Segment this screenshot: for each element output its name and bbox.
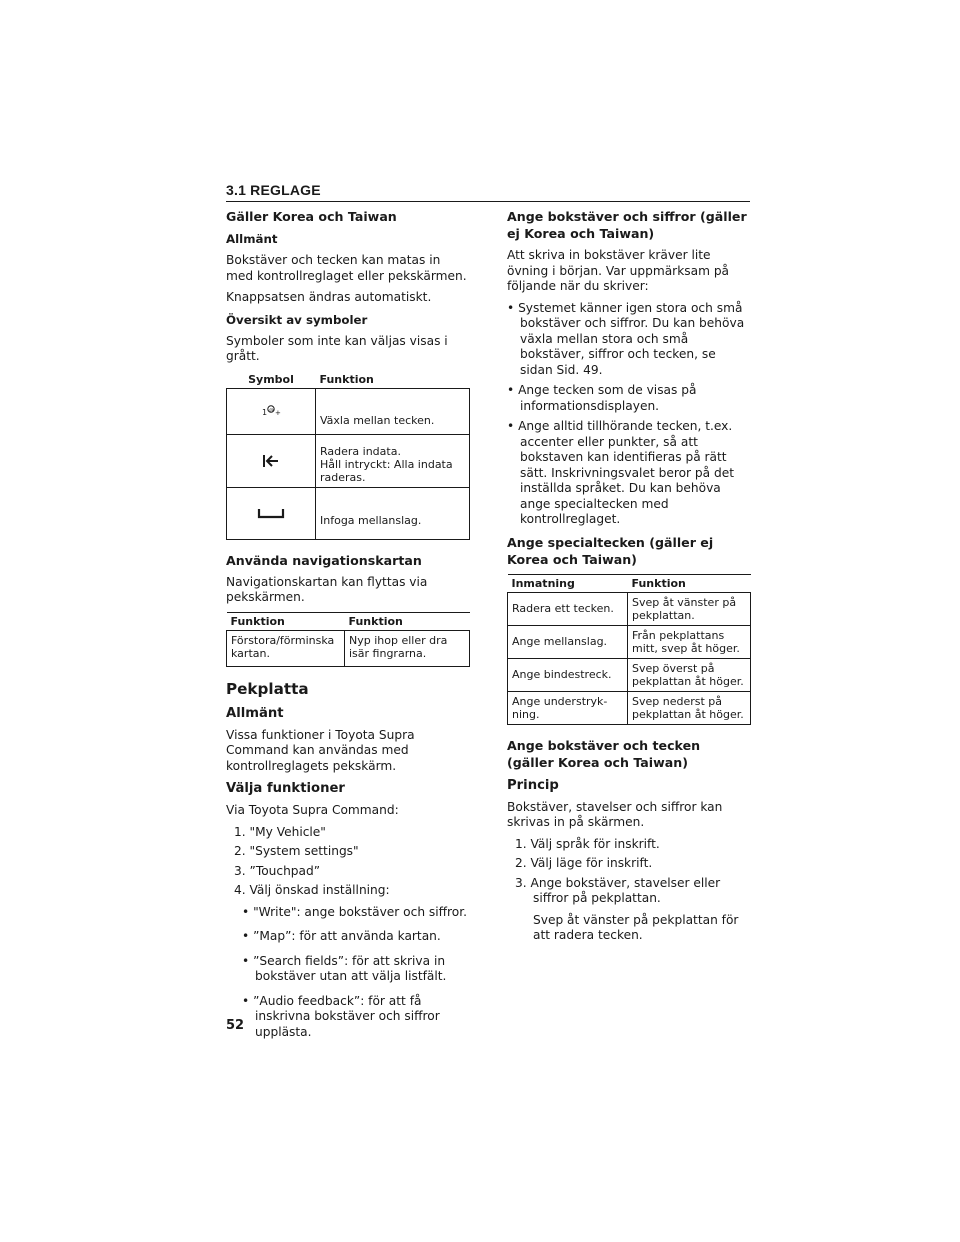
funktion-cell: Växla mellan tecken. — [316, 388, 470, 434]
table-row — [227, 630, 470, 666]
table-cell: Nyp ihop eller dra isär fingrarna. — [345, 630, 470, 666]
setting-options — [226, 905, 470, 1041]
svg-text:1: 1 — [262, 408, 268, 417]
korea-heading: Gäller Korea och Taiwan — [226, 209, 397, 224]
allmant-paragraph-2: Knappsatsen ändras automatiskt. — [226, 290, 432, 304]
princip-steps — [507, 837, 751, 907]
table-cell: Svep överst på pekplattan åt höger. — [628, 658, 751, 691]
table-row — [508, 658, 751, 691]
list-item: • Ange tecken som de visas på informationsdisplayen. — [507, 383, 697, 413]
right-column — [507, 208, 751, 944]
table-cell: Ange mellanslag. — [508, 625, 628, 658]
pek-allmant-heading: Allmänt — [226, 705, 284, 721]
symbol-col-header: Symbol — [227, 371, 316, 389]
funktion-col-header: Funktion — [316, 371, 470, 389]
table-cell: Från pekplattans mitt, svep åt höger. — [628, 625, 751, 658]
oversikt-paragraph: Symboler som inte kan väljas visas i grått. — [226, 333, 448, 363]
ange-bullets — [507, 301, 751, 528]
list-item: 3. ”Touchpad” — [234, 863, 321, 878]
table-row — [227, 388, 470, 434]
table-cell: Ange understryk-ning. — [508, 691, 628, 724]
table-row — [227, 487, 470, 539]
list-item: 2. Välj läge för inskrift. — [515, 856, 653, 870]
valja-steps — [226, 825, 470, 899]
language-switch-icon — [261, 408, 281, 421]
table-row — [508, 625, 751, 658]
allmant-paragraph-1: Bokstäver och tecken kan matas in med kontrollreglaget eller pekskärmen. — [226, 253, 467, 283]
list-item: • Systemet känner igen stora och små bokstäver och siffror. Du kan behöva växla mellan stora och små bokstäver, siffror och tecken, se sidan Sid. 49. — [507, 300, 745, 377]
funktion-col-header: Funktion — [628, 574, 751, 592]
table-cell: Svep nederst på pekplattan åt höger. — [628, 691, 751, 724]
delete-arrow-icon — [261, 459, 281, 472]
funktion-text: Radera indata. Håll intryckt: Alla indata raderas. — [320, 444, 453, 484]
list-item: 4. Välj önskad inställning: — [234, 883, 390, 897]
navmap-table — [226, 612, 470, 667]
valja-paragraph: Via Toyota Supra Command: — [226, 803, 399, 817]
symbol-table — [226, 371, 470, 540]
svg-text:+: + — [275, 409, 281, 417]
korea-heading: Ange bokstäver och tecken (gäller Korea och Taiwan) — [507, 737, 701, 770]
list-item: • ”Search fields”: för att skriva in bokstäver utan att välja listfält. — [242, 953, 447, 983]
funktion-col-header: Funktion — [227, 612, 345, 630]
table-cell: Förstora/förminska kartan. — [227, 630, 345, 666]
list-item: 2. "System settings" — [234, 844, 359, 858]
special-table — [507, 574, 751, 725]
pekplatta-heading: Pekplatta — [226, 679, 309, 698]
valja-heading: Välja funktioner — [226, 781, 345, 796]
table-cell: Radera ett tecken. — [508, 592, 628, 625]
table-row — [508, 691, 751, 724]
navmap-paragraph: Navigationskartan kan flyttas via pekskärmen. — [226, 574, 428, 604]
oversikt-heading: Översikt av symboler — [226, 312, 368, 327]
page-number: 52 — [226, 1018, 245, 1033]
list-item: 1. "My Vehicle" — [234, 824, 326, 839]
step-note: Svep åt vänster på pekplattan för att radera tecken. — [533, 912, 739, 942]
list-item: • Ange alltid tillhörande tecken, t.ex. accenter eller punkter, så att bokstaven kan identifieras på rätt sätt. Inskrivningsvalet beror på det inställda språket. Du kan behöva ange specialtecken med kontrollreglaget. — [507, 419, 735, 526]
list-item: • ”Map”: för att använda kartan. — [242, 929, 441, 943]
allmant-heading: Allmänt — [226, 232, 278, 246]
funktion-cell: Infoga mellanslag. — [316, 487, 470, 539]
pek-allmant-paragraph: Vissa funktioner i Toyota Supra Command kan användas med kontrollreglagets pekskärm. — [226, 727, 415, 773]
ange-paragraph: Att skriva in bokstäver kräver lite övning i början. Var uppmärksam på följande när du skriver: — [507, 248, 730, 293]
table-row — [508, 592, 751, 625]
section-title: 3.1 REGLAGE — [226, 182, 321, 198]
table-cell: Ange bindestreck. — [508, 658, 628, 691]
princip-heading: Princip — [507, 777, 559, 793]
space-icon — [256, 510, 286, 523]
svg-text:@: @ — [269, 408, 274, 413]
left-column — [226, 208, 470, 1049]
inmatning-col-header: Inmatning — [508, 574, 628, 592]
list-item: 3. Ange bokstäver, stavelser eller siffror på pekplattan. — [515, 875, 721, 905]
table-row — [227, 434, 470, 487]
list-item: 1. Välj språk för inskrift. — [515, 836, 660, 851]
list-item: • ”Audio feedback”: för att få inskrivna bokstäver och siffror upplästa. — [242, 993, 440, 1039]
table-cell: Svep åt vänster på pekplattan. — [628, 592, 751, 625]
section-header — [226, 180, 750, 202]
navmap-heading: Använda navigationskartan — [226, 552, 422, 568]
funktion-cell — [316, 434, 470, 487]
ange-heading: Ange bokstäver och siffror (gäller ej Korea och Taiwan) — [507, 209, 747, 241]
funktion-col-header-2: Funktion — [345, 612, 470, 630]
list-item: • "Write": ange bokstäver och siffror. — [242, 904, 468, 919]
princip-paragraph: Bokstäver, stavelser och siffror kan skrivas in på skärmen. — [507, 799, 723, 829]
special-heading: Ange specialtecken (gäller ej Korea och Taiwan) — [507, 534, 714, 567]
